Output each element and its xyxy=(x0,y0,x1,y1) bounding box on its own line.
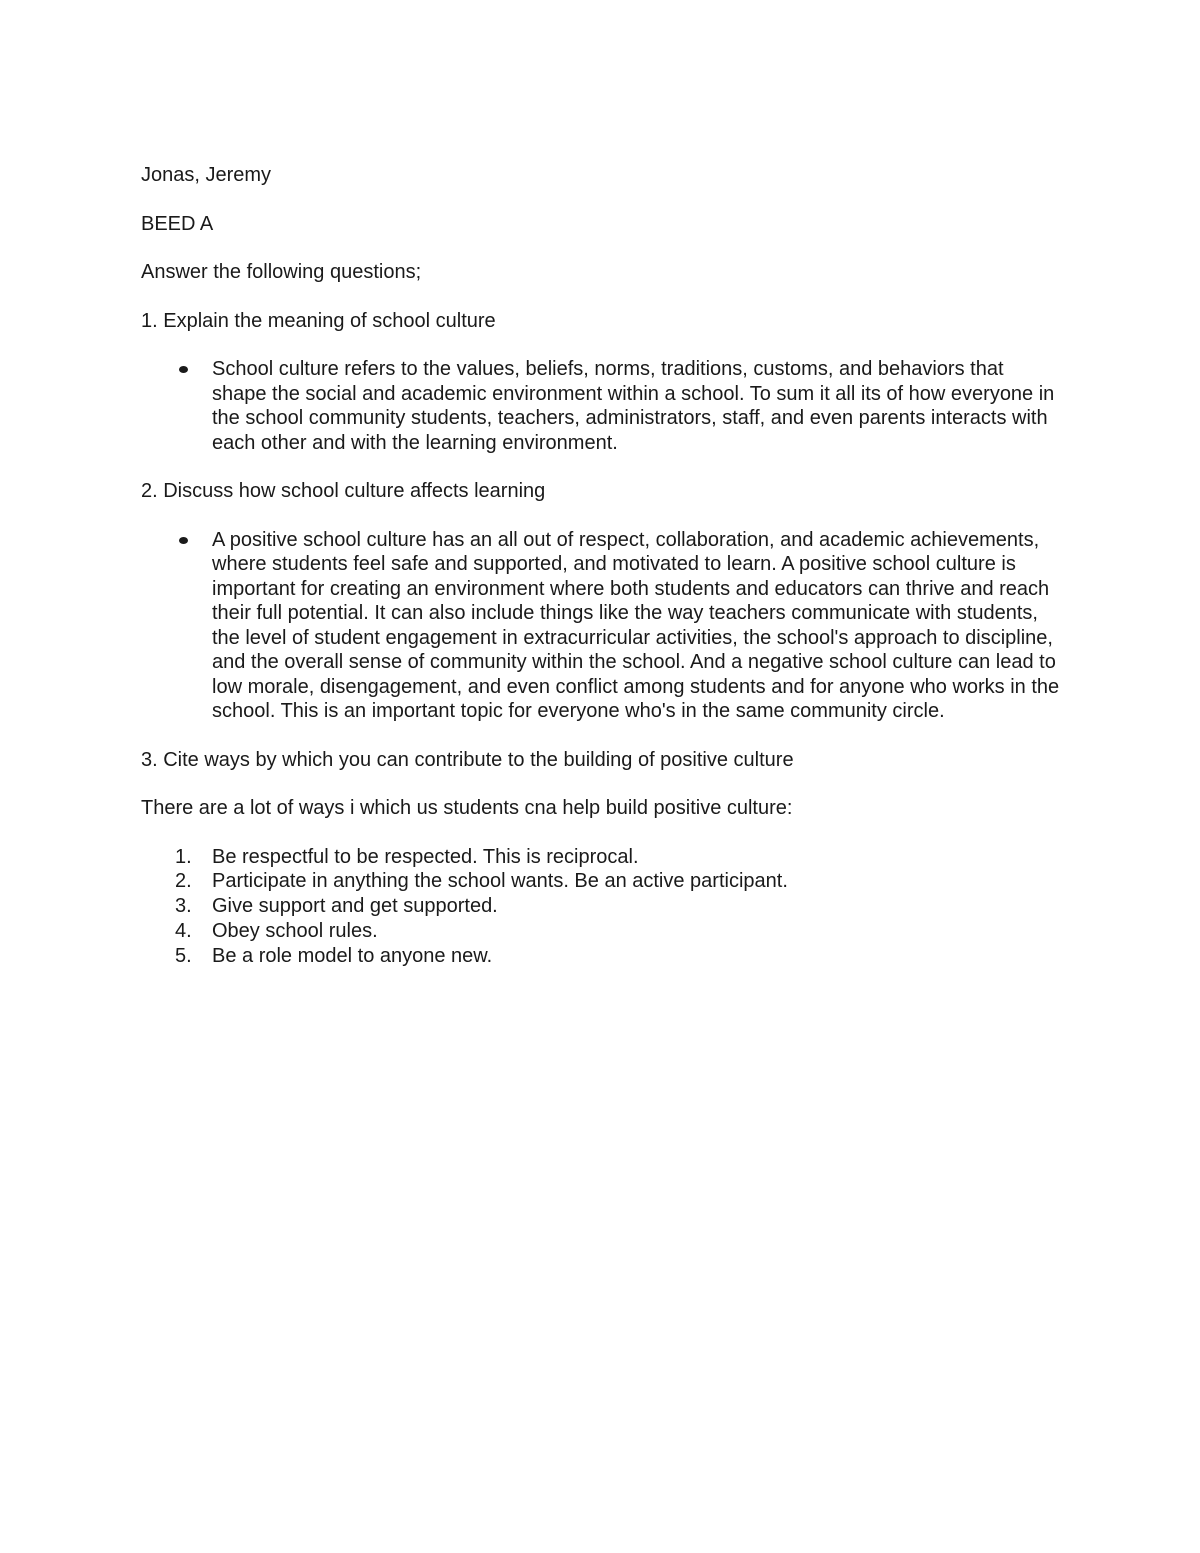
list-item-text: Be respectful to be respected. This is reciprocal. xyxy=(212,845,639,868)
question-3-prompt: 3. Cite ways by which you can contribute to the building of positive culture xyxy=(141,748,794,771)
list-item-text: Be a role model to anyone new. xyxy=(212,944,493,967)
list-item xyxy=(141,894,1061,919)
question-3-ways-list xyxy=(141,845,1061,969)
section-label: BEED A xyxy=(141,212,214,235)
list-number: 3. xyxy=(175,895,192,918)
list-item xyxy=(141,357,1061,455)
list-number: 4. xyxy=(175,919,192,942)
bullet-icon xyxy=(179,366,188,373)
list-item xyxy=(141,528,1061,724)
list-item-text: Give support and get supported. xyxy=(212,895,498,918)
document-page xyxy=(141,163,1061,968)
list-number: 1. xyxy=(175,845,192,868)
author-name: Jonas, Jeremy xyxy=(141,164,272,186)
bullet-icon xyxy=(179,537,188,544)
list-item xyxy=(141,845,1061,870)
question-1-answer: School culture refers to the values, beliefs, norms, traditions, customs, and behaviors that shape the social and academic environment within a school. To sum it all its of how everyone in the school community students, teachers, administrators, staff, and even parents interacts with each other and with the learning environment. xyxy=(212,358,1055,454)
list-item-text: Participate in anything the school wants. Be an active participant. xyxy=(212,870,788,893)
instructions: Answer the following questions; xyxy=(141,261,422,283)
list-item xyxy=(141,944,1061,969)
question-1-prompt: 1. Explain the meaning of school culture xyxy=(141,309,496,332)
list-number: 5. xyxy=(175,944,192,967)
question-2-answer: A positive school culture has an all out of respect, collaboration, and academic achievements, where students feel safe and supported, and motivated to learn. A positive school culture is important for creating an environment where both students and educators can thrive and reach their full potential. It can also include things like the way teachers communicate with students, the level of student engagement in extracurricular activities, the school's approach to discipline, and the overall sense of community within the school. And a negative school culture can lead to low morale, disengagement, and even conflict among students and for anyone who works in the school. This is an important topic for everyone who's in the same community circle. xyxy=(212,528,1060,722)
list-item xyxy=(141,869,1061,894)
list-item-text: Obey school rules. xyxy=(212,919,378,942)
question-1-answer-list xyxy=(141,357,1061,455)
question-2-answer-list xyxy=(141,528,1061,724)
list-number: 2. xyxy=(175,870,192,893)
list-item xyxy=(141,919,1061,944)
question-2-prompt: 2. Discuss how school culture affects learning xyxy=(141,480,546,502)
question-3-intro: There are a lot of ways i which us students cna help build positive culture: xyxy=(141,797,793,819)
